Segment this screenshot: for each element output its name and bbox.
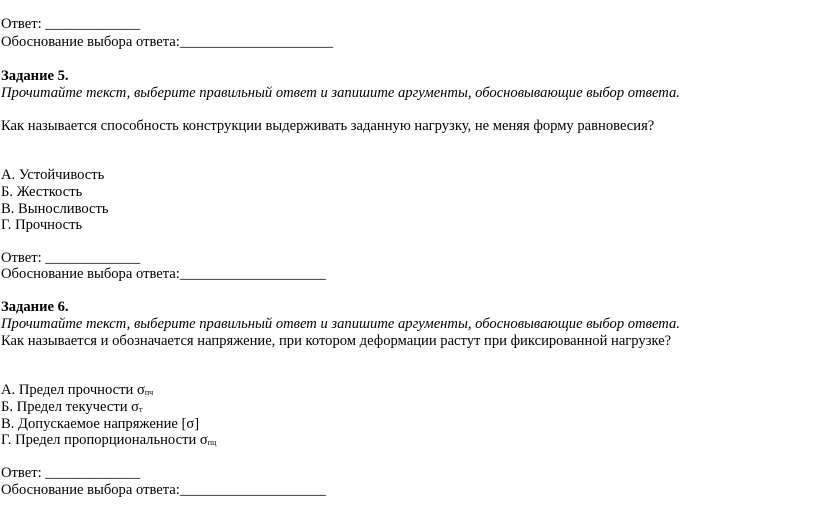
task5-instruction: Прочитайте текст, выберите правильный ответ и запишите аргументы, обосновывающие выбор ответа. [1, 85, 680, 101]
task6-option-b: Б. Предел текучести $\sigma_т$ [1, 399, 143, 415]
task5-heading: Задание 5. [1, 68, 69, 84]
task6-justification-line: Обоснование выбора ответа:____________________ [1, 482, 326, 498]
task5-option-d: Г. Прочность [1, 217, 83, 233]
task5-option-b: Б. Жесткость [1, 184, 83, 200]
task6-instruction: Прочитайте текст, выберите правильный ответ и запишите аргументы, обосновывающие выбор ответа. [1, 316, 680, 332]
top-answer-line: Ответ: _____________ [1, 16, 141, 32]
task6-option-a: А. Предел прочности $\sigma_{пч}$ [1, 382, 154, 398]
task5-answer-line: Ответ: _____________ [1, 250, 141, 266]
option-a-subscript: пч [144, 388, 154, 397]
task6-answer-line: Ответ: _____________ [1, 465, 141, 481]
task6-heading: Задание 6. [1, 299, 69, 315]
task6-question: Как называется и обозначается напряжение, при котором деформации растут при фиксированной нагрузке? [1, 333, 672, 349]
top-justification-line: Обоснование выбора ответа:_____________________ [1, 34, 334, 50]
task6-option-c: В. Допускаемое напряжение [σ] [1, 416, 200, 432]
task5-justification-line: Обоснование выбора ответа:____________________ [1, 266, 326, 282]
task6-option-d: Г. Предел пропорциональности $\sigma_{пц}$ [1, 432, 217, 448]
task5-question: Как называется способность конструкции выдерживать заданную нагрузку, не меняя форму равновесия? [1, 118, 655, 134]
option-d-subscript: пц [207, 438, 217, 447]
task5-option-a: А. Устойчивость [1, 167, 105, 183]
option-b-subscript: т [139, 405, 143, 414]
task5-option-c: В. Выносливость [1, 201, 109, 217]
